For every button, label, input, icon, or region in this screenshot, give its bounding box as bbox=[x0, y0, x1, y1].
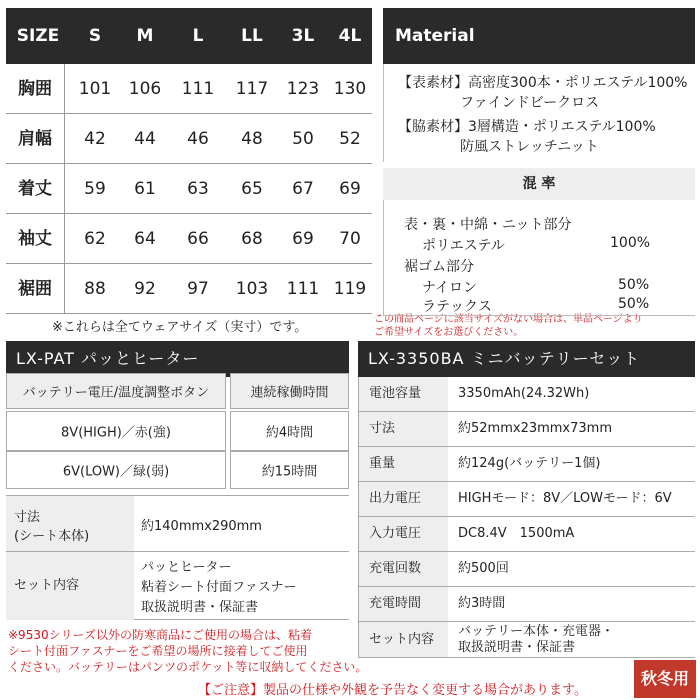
spec-size-label-2: (シート本体) bbox=[14, 529, 90, 544]
table-cell: 111 bbox=[181, 79, 215, 99]
table-cell: 70 bbox=[339, 229, 361, 249]
size-header-label: SIZE bbox=[16, 26, 60, 46]
battery-key: 寸法 bbox=[358, 412, 448, 446]
size-note: ※これらは全てウェアサイズ（実寸）です。 bbox=[52, 320, 308, 335]
pat-mode-cell bbox=[6, 451, 226, 489]
material-line: ファインドビークロス bbox=[460, 95, 600, 111]
row-label: 裾囲 bbox=[18, 279, 52, 299]
battery-value: 約3時間 bbox=[458, 596, 506, 611]
table-cell: 69 bbox=[339, 179, 361, 199]
table-row bbox=[6, 164, 372, 214]
mix-value: 50% bbox=[618, 296, 650, 312]
battery-row bbox=[358, 622, 695, 658]
battery-value: 約500回 bbox=[458, 561, 509, 576]
spec-size-label bbox=[6, 496, 134, 551]
row-label: 胸囲 bbox=[18, 79, 52, 99]
table-row bbox=[6, 64, 372, 114]
material-box bbox=[383, 64, 695, 162]
battery-value: 約52mmx23mmx73mm bbox=[458, 421, 612, 436]
pat-header-mode bbox=[6, 373, 226, 409]
season-badge: 秋冬用 bbox=[634, 660, 696, 698]
mix-value: 100% bbox=[610, 235, 651, 251]
battery-key: 電池容量 bbox=[358, 377, 448, 411]
battery-row bbox=[358, 412, 695, 447]
battery-title: LX-3350BA ミニバッテリーセット bbox=[358, 341, 695, 377]
table-cell: 101 bbox=[78, 79, 112, 99]
mix-label: ラテックス bbox=[422, 299, 492, 315]
table-cell: 52 bbox=[339, 129, 361, 149]
size-red-note-2: ご希望サイズをお選びください。 bbox=[374, 327, 524, 338]
pat-warning: ください。バッテリーはパンツのポケット等に収納してください。 bbox=[8, 660, 368, 674]
size-header-l: L bbox=[192, 26, 204, 46]
material-line: 防風ストレッチニット bbox=[460, 139, 599, 155]
mix-label: 裾ゴム部分 bbox=[404, 259, 474, 275]
pat-col1-label: バッテリー電圧/温度調整ボタン bbox=[22, 385, 210, 401]
footer-note: 【ご注意】製品の仕様や外観を予告なく変更する場合があります。 bbox=[198, 683, 587, 698]
mix-value: 50% bbox=[618, 277, 650, 293]
pat-warning: ※9530シリーズ以外の防寒商品にご使用の場合は、粘着 bbox=[8, 628, 312, 642]
pat-time-cell bbox=[230, 451, 349, 489]
table-cell: 44 bbox=[134, 129, 156, 149]
pat-mode-text: 6V(LOW)／緑(弱) bbox=[62, 464, 170, 480]
table-cell: 50 bbox=[292, 129, 314, 149]
pat-col2-label: 連続稼働時間 bbox=[250, 385, 329, 401]
spec-set-value: パッとヒーター bbox=[141, 560, 232, 575]
battery-row bbox=[358, 447, 695, 482]
table-cell: 103 bbox=[235, 279, 269, 299]
table-cell: 67 bbox=[292, 179, 314, 199]
battery-key: セット内容 bbox=[358, 622, 448, 657]
spec-size-value: 約140mmx290mm bbox=[141, 519, 262, 534]
pat-spec-box bbox=[6, 495, 349, 620]
size-red-note-1: この商品ページに該当サイズがない場合は、単品ページより bbox=[374, 314, 643, 325]
spec-set-label: セット内容 bbox=[6, 552, 134, 620]
material-line: 【表素材】高密度300本・ポリエステル100% bbox=[398, 75, 688, 91]
table-cell: 63 bbox=[187, 179, 209, 199]
size-header-3l: 3L bbox=[291, 26, 315, 46]
table-cell: 65 bbox=[241, 179, 263, 199]
battery-value: バッテリー本体・充電器・ bbox=[458, 624, 615, 639]
table-cell: 92 bbox=[134, 279, 156, 299]
pat-header-time bbox=[230, 373, 349, 409]
battery-value: 約124g(バッテリー1個) bbox=[458, 456, 601, 471]
mix-label: 表・裏・中綿・ニット部分 bbox=[404, 217, 572, 233]
material-line: 【脇素材】3層構造・ポリエステル100% bbox=[398, 119, 656, 135]
row-label: 袖丈 bbox=[18, 229, 52, 249]
battery-key: 重量 bbox=[358, 447, 448, 481]
mix-title: 混 率 bbox=[383, 168, 695, 200]
table-row bbox=[6, 214, 372, 264]
battery-row bbox=[358, 377, 695, 412]
mix-box bbox=[383, 200, 695, 316]
battery-value: HIGHモード：8V／LOWモード：6V bbox=[458, 491, 672, 506]
battery-value: 3350mAh(24.32Wh) bbox=[458, 386, 590, 401]
table-cell: 46 bbox=[187, 129, 209, 149]
spec-set-value: 取扱説明書・保証書 bbox=[141, 600, 259, 615]
size-header-s: S bbox=[88, 26, 102, 46]
table-cell: 59 bbox=[84, 179, 106, 199]
table-cell: 130 bbox=[333, 79, 367, 99]
table-cell: 119 bbox=[333, 279, 367, 299]
table-cell: 68 bbox=[241, 229, 263, 249]
size-table-header bbox=[6, 8, 372, 64]
table-cell: 106 bbox=[128, 79, 162, 99]
pat-title: LX-PAT パッとヒーター bbox=[6, 341, 349, 377]
table-cell: 117 bbox=[235, 79, 269, 99]
battery-value: DC8.4V 1500mA bbox=[458, 526, 575, 541]
spec-set-value: 粘着シート付面ファスナー bbox=[141, 580, 297, 595]
size-header-ll: LL bbox=[241, 26, 263, 46]
pat-time-cell bbox=[230, 411, 349, 451]
battery-row bbox=[358, 587, 695, 622]
table-cell: 88 bbox=[84, 279, 106, 299]
battery-value: 取扱説明書・保証書 bbox=[458, 640, 576, 655]
battery-key: 充電時間 bbox=[358, 587, 448, 621]
table-row bbox=[6, 264, 372, 314]
pat-mode-text: 8V(HIGH)／赤(強) bbox=[61, 425, 171, 441]
pat-mode-cell bbox=[6, 411, 226, 451]
size-header-4l: 4L bbox=[338, 26, 362, 46]
spec-size-label-1: 寸法 bbox=[14, 510, 41, 525]
row-label: 着丈 bbox=[18, 179, 52, 199]
table-cell: 97 bbox=[187, 279, 209, 299]
table-cell: 123 bbox=[286, 79, 320, 99]
mix-label: ナイロン bbox=[422, 280, 478, 296]
table-cell: 111 bbox=[286, 279, 320, 299]
battery-key: 出力電圧 bbox=[358, 482, 448, 516]
table-cell: 62 bbox=[84, 229, 106, 249]
pat-time-text: 約4時間 bbox=[265, 425, 314, 441]
material-title: Material bbox=[383, 8, 695, 64]
table-cell: 64 bbox=[134, 229, 156, 249]
battery-key: 入力電圧 bbox=[358, 517, 448, 551]
pat-warning: シート付面ファスナーをご希望の場所に接着してご使用 bbox=[8, 644, 308, 658]
table-cell: 48 bbox=[241, 129, 263, 149]
table-row bbox=[6, 114, 372, 164]
row-label: 肩幅 bbox=[18, 129, 52, 149]
table-cell: 42 bbox=[84, 129, 106, 149]
mix-label: ポリエステル bbox=[422, 238, 505, 254]
battery-row bbox=[358, 482, 695, 517]
table-cell: 61 bbox=[134, 179, 156, 199]
battery-row bbox=[358, 552, 695, 587]
size-header-m: M bbox=[136, 26, 154, 46]
table-cell: 66 bbox=[187, 229, 209, 249]
battery-row bbox=[358, 517, 695, 552]
battery-key: 充電回数 bbox=[358, 552, 448, 586]
pat-time-text: 約15時間 bbox=[261, 464, 318, 480]
table-cell: 69 bbox=[292, 229, 314, 249]
